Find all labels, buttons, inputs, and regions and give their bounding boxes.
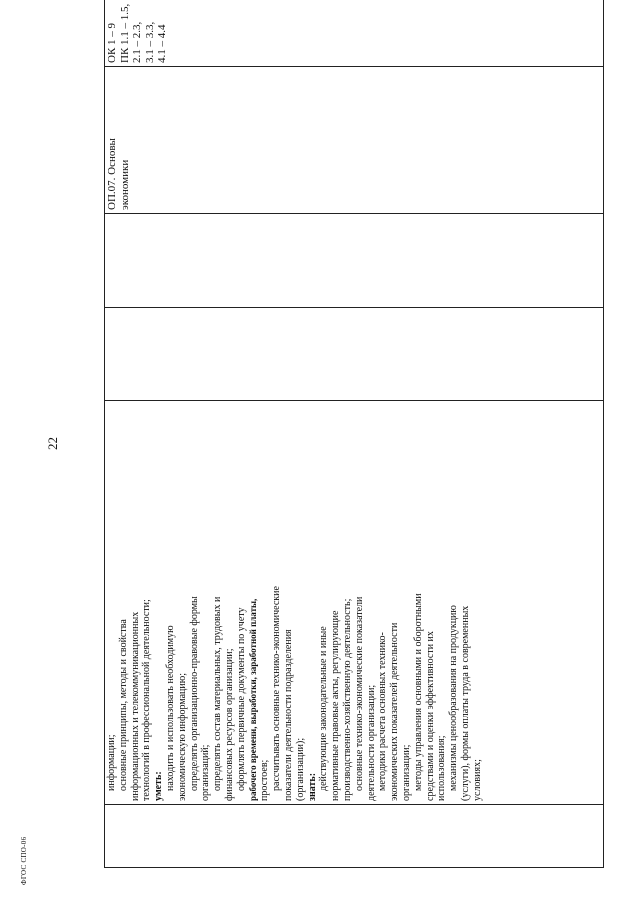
- page-number: 22: [45, 437, 60, 450]
- competence-cell: [105, 0, 604, 67]
- content-line: простоев;: [259, 759, 271, 801]
- content-line: технологий в профессиональной деятельности;: [141, 599, 153, 801]
- content-line: организации;: [400, 744, 412, 801]
- content-line: экономическую информацию;: [176, 672, 188, 801]
- content-line: определять состав материальных, трудовых и: [212, 596, 224, 791]
- competence-code: ОК 1 – 9: [106, 22, 118, 63]
- competence-code: 4.1 – 4.4: [156, 24, 168, 63]
- content-line: действующие законодательные и иные: [318, 626, 330, 791]
- content-line: основные технико-экономические показатели: [353, 596, 365, 791]
- content-line: находить и использовать необходимую: [164, 625, 176, 791]
- content-line: деятельности организации;: [365, 684, 377, 801]
- content-line: рассчитывать основные технико-экономические: [271, 586, 283, 791]
- competence-code: 2.1 – 2.3,: [131, 21, 143, 63]
- content-line: организаций;: [200, 744, 212, 801]
- content-line: информации;: [106, 734, 117, 791]
- content-line: (организации);: [294, 737, 306, 801]
- competence-code: 3.1 – 3.3,: [143, 21, 156, 63]
- standard-table: [104, 0, 604, 868]
- content-line: финансовых ресурсов организации;: [223, 648, 235, 801]
- competence-code: ПК 1.1 – 1.5,: [118, 3, 131, 63]
- content-line: рабочего времени, выработки, заработной платы,: [247, 598, 258, 801]
- content-line: оформлять первичные документы по учету: [235, 607, 247, 791]
- index-cell: [105, 805, 604, 868]
- empty-cell: [105, 308, 604, 401]
- content-line: условиях;: [471, 759, 483, 801]
- section-heading-znat: знать:: [306, 772, 318, 801]
- content-line: методики расчета основных технико-: [377, 632, 389, 791]
- footer-code: ФГОС СПО-06: [20, 836, 28, 885]
- content-line: экономических показателей деятельности: [389, 622, 401, 801]
- table-row: [105, 0, 604, 868]
- discipline-name: экономики: [118, 159, 131, 210]
- content-line: информационных и телекоммуникационных: [129, 611, 141, 801]
- content-cell: [105, 401, 604, 805]
- content-line: механизмы ценообразования на продукцию: [448, 605, 460, 791]
- discipline-cell: [105, 67, 604, 214]
- content-line: использования;: [436, 735, 448, 801]
- content-line: определять организационно-правовые формы: [188, 596, 200, 791]
- content-line: (услуги), формы оплаты труда в современных: [459, 605, 471, 801]
- discipline-name: ОП.07. Основы: [106, 138, 118, 210]
- empty-cell: [105, 214, 604, 308]
- content-line: производственно-хозяйственную деятельность;: [341, 598, 353, 801]
- content-line: нормативные правовые акты, регулирующие: [330, 610, 342, 801]
- content-line: показатели деятельности подразделения: [282, 629, 294, 801]
- content-line: методы управления основными и оборотными: [412, 593, 424, 791]
- content-line: средствами и оценки эффективности их: [424, 631, 436, 801]
- content-line: основные принципы, методы и свойства: [117, 619, 129, 791]
- section-heading-umet: уметь:: [153, 771, 165, 801]
